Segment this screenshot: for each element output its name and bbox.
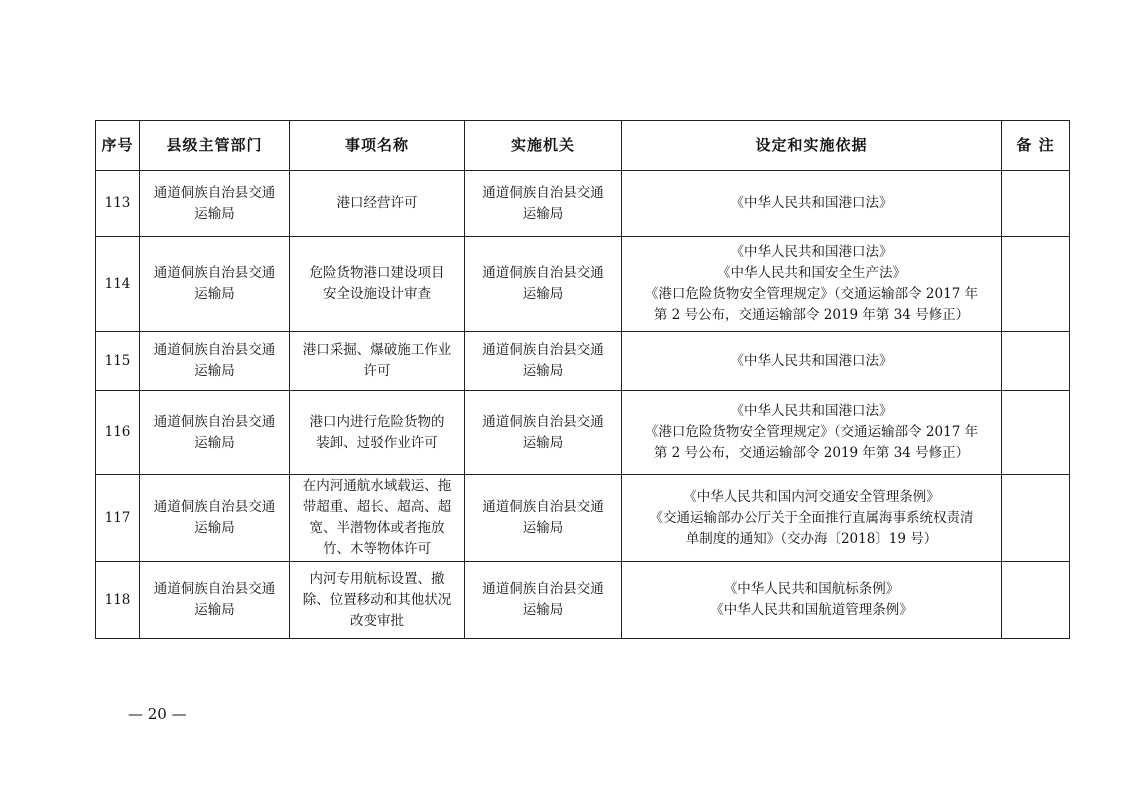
cell-remark [1002,237,1070,332]
basis-line: 《中华人民共和国港口法》 [730,195,893,211]
cell-dept [140,391,290,475]
basis-line: 《中华人民共和国港口法》 [730,352,893,369]
cell-remark [1002,391,1070,475]
agency-line: 通道侗族自治县交通 [482,265,604,281]
cell-item [290,332,465,391]
cell-seq: 115 [96,332,140,391]
table-row [96,237,1070,332]
header-dept: 县级主管部门 [140,121,290,171]
header-seq: 序号 [96,121,140,171]
dept-line: 通道侗族自治县交通 [153,581,276,597]
cell-remark [1002,332,1070,391]
cell-seq: 114 [96,237,140,332]
cell-dept [140,237,290,332]
basis-line: 《中华人民共和国内河交通安全管理条例》 [683,488,940,505]
header-agency: 实施机关 [465,121,622,171]
agency-line: 运输局 [522,434,564,451]
table-row [96,171,1070,237]
cell-remark [1002,171,1070,237]
basis-line: 《港口危险货物安全管理规定》（交通运输部令 2017 年 [644,286,979,302]
item-line: 港口内进行危险货物的 [309,413,445,430]
item-line: 安全设施设计审查 [323,286,431,302]
cell-agency [465,332,622,391]
cell-item [290,171,465,237]
dept-line: 通道侗族自治县交通 [153,265,276,281]
table-header-row [96,121,1070,171]
basis-line: 《中华人民共和国港口法》 [730,403,893,419]
cell-item [290,237,465,332]
page-number: — 20 — [128,705,187,723]
agency-line: 通道侗族自治县交通 [482,413,604,430]
agency-line: 通道侗族自治县交通 [482,342,604,358]
item-line: 装卸、过驳作业许可 [316,434,438,451]
basis-line: 第 2 号公布，交通运输部令 2019 年第 34 号修正） [653,307,970,323]
agency-line: 运输局 [522,205,564,222]
cell-seq: 117 [96,475,140,562]
agency-line: 运输局 [522,520,564,536]
cell-agency [465,475,622,562]
agency-line: 运输局 [522,363,564,379]
table-row [96,332,1070,391]
header-item: 事项名称 [290,121,465,171]
item-line: 竹、木等物体许可 [323,541,431,557]
cell-agency [465,391,622,475]
agency-line: 通道侗族自治县交通 [482,184,604,201]
dept-line: 通道侗族自治县交通 [153,184,276,201]
basis-line: 《港口危险货物安全管理规定》（交通运输部令 2017 年 [644,424,979,440]
cell-dept [140,171,290,237]
cell-item [290,562,465,639]
item-line: 除、位置移动和其他状况 [302,591,452,608]
cell-dept [140,475,290,562]
basis-line: 《中华人民共和国航标条例》 [723,581,900,597]
table-row [96,562,1070,639]
cell-seq: 116 [96,391,140,475]
table-row [96,475,1070,562]
agency-line: 运输局 [522,602,564,618]
dept-line: 运输局 [194,434,235,451]
cell-remark [1002,475,1070,562]
basis-line: 第 2 号公布，交通运输部令 2019 年第 34 号修正） [653,445,970,461]
cell-item [290,391,465,475]
dept-line: 运输局 [194,363,235,379]
cell-seq: 118 [96,562,140,639]
basis-line: 《中华人民共和国航道管理条例》 [710,602,913,618]
dept-line: 运输局 [194,520,235,536]
cell-remark [1002,562,1070,639]
item-line: 在内河通航水域载运、拖 [302,478,452,494]
cell-basis [622,562,1002,639]
cell-item [290,475,465,562]
cell-basis [622,332,1002,391]
item-line: 宽、半潜物体或者拖放 [309,520,445,536]
cell-agency [465,562,622,639]
cell-basis [622,391,1002,475]
item-line: 港口采掘、爆破施工作业 [302,342,452,358]
approval-items-table [95,120,1070,639]
cell-agency [465,171,622,237]
cell-dept [140,332,290,391]
cell-dept [140,562,290,639]
item-line: 港口经营许可 [336,195,418,211]
dept-line: 运输局 [194,602,235,618]
basis-line: 《中华人民共和国港口法》 [730,244,893,260]
cell-seq: 113 [96,171,140,237]
dept-line: 运输局 [194,286,235,302]
cell-basis [622,475,1002,562]
item-line: 危险货物港口建设项目 [309,265,445,281]
basis-line: 单制度的通知》（交办海〔2018〕19 号） [685,530,938,547]
agency-line: 运输局 [522,286,564,302]
item-line: 许可 [363,363,391,379]
basis-line: 《交通运输部办公厅关于全面推行直属海事系统权责清 [649,509,974,526]
dept-line: 通道侗族自治县交通 [153,499,276,515]
item-line: 改变审批 [350,612,404,629]
item-line: 带超重、超长、超高、超 [302,499,452,515]
cell-basis [622,171,1002,237]
dept-line: 通道侗族自治县交通 [153,413,276,430]
dept-line: 运输局 [194,205,235,222]
table-row [96,391,1070,475]
cell-basis [622,237,1002,332]
agency-line: 通道侗族自治县交通 [482,499,604,515]
agency-line: 通道侗族自治县交通 [482,581,604,597]
dept-line: 通道侗族自治县交通 [153,342,276,358]
cell-agency [465,237,622,332]
item-line: 内河专用航标设置、撤 [309,570,445,587]
header-basis: 设定和实施依据 [622,121,1002,171]
basis-line: 《中华人民共和国安全生产法》 [717,265,906,281]
header-remark: 备 注 [1002,121,1070,171]
